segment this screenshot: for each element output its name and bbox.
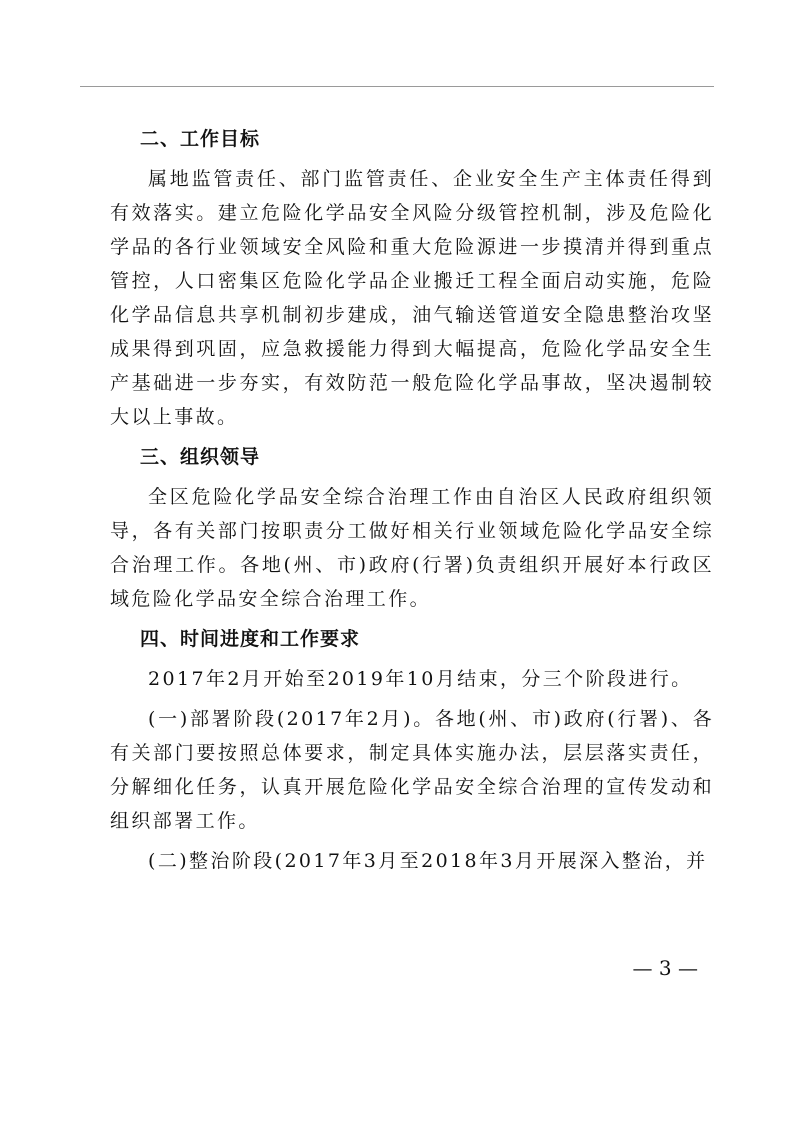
deployment-phase-paragraph: (一)部署阶段(2017年2月)。各地(州、市)政府(行署)、各有关部门要按照总体要求，制定具体实施办法，层层落实责任，分解细化任务，认真开展危险化学品安全综合治理的宣传发动和组织部署工作。 [110,708,714,832]
section-heading-goals: 二、工作目标 [140,128,261,150]
document-body [110,120,714,878]
section-heading-schedule: 四、时间进度和工作要求 [140,628,361,650]
schedule-intro-paragraph: 2017年2月开始至2019年10月结束，分三个阶段进行。 [148,668,693,690]
header-rule [80,86,714,87]
section-heading-leadership: 三、组织领导 [140,446,261,468]
leadership-paragraph: 全区危险化学品安全综合治理工作由自治区人民政府组织领导，各有关部门按职责分工做好相关行业领域危险化学品安全综合治理工作。各地(州、市)政府(行署)负责组织开展好本行政区域危险化学品安全综合治理工作。 [110,486,714,610]
rectification-phase-paragraph: (二)整治阶段(2017年3月至2018年3月开展深入整治，并 [148,850,708,872]
goals-paragraph: 属地监管责任、部门监管责任、企业安全生产主体责任得到有效落实。建立危险化学品安全风险分级管控机制，涉及危险化学品的各行业领域安全风险和重大危险源进一步摸清并得到重点管控，人口密集区危险化学品企业搬迁工程全面启动实施，危险化学品信息共享机制初步建成，油气输送管道安全隐患整治攻坚成果得到巩固，应急救援能力得到大幅提高，危险化学品安全生产基础进一步夯实，有效防范一般危险化学品事故，坚决遏制较大以上事故。 [110,168,714,428]
page-number: — 3 — [632,956,698,980]
